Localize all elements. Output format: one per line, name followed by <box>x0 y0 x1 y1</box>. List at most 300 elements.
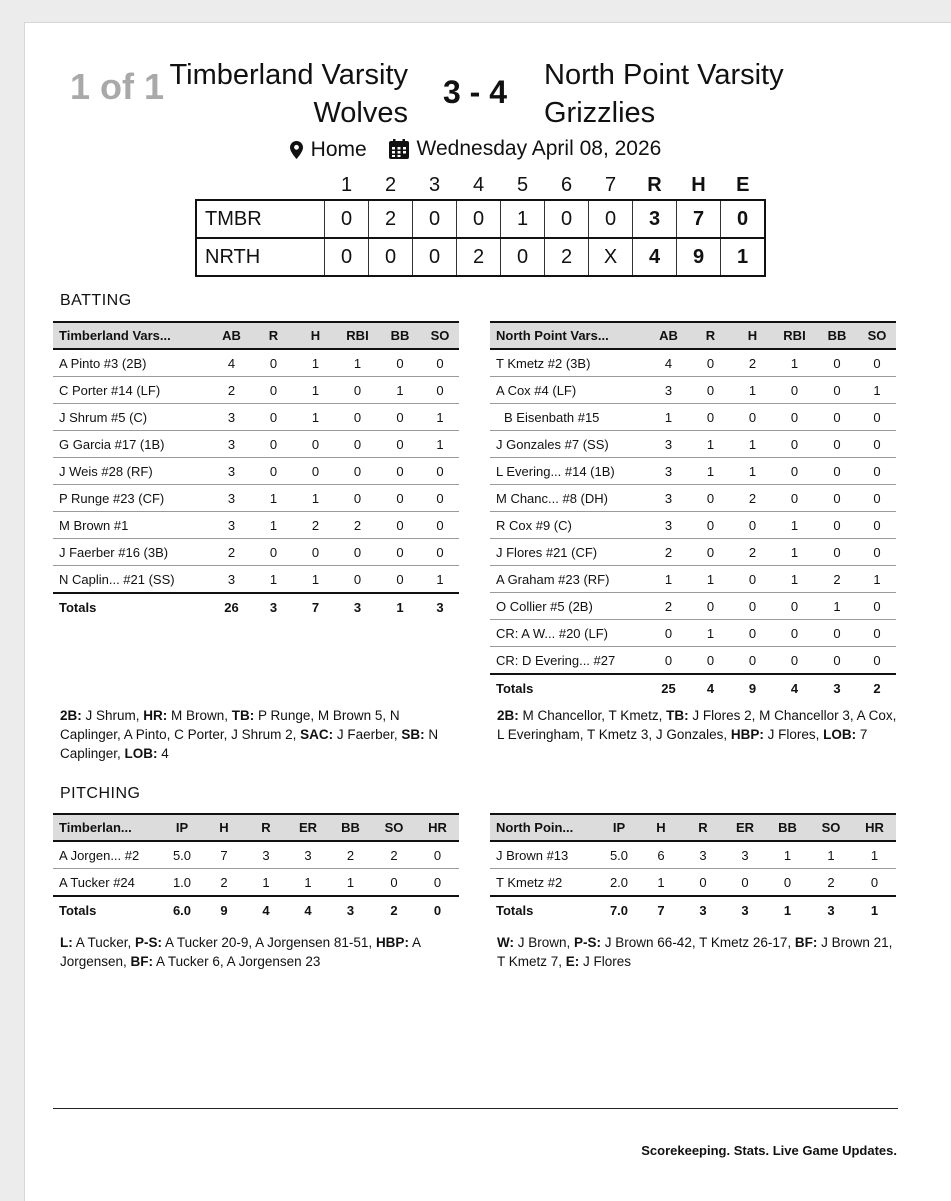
stat-cell: 1.0 <box>161 869 203 897</box>
home-team-line2: Wolves <box>313 97 408 129</box>
player-name: N Caplin... #21 (SS) <box>53 566 211 594</box>
stat-cell: 0 <box>252 431 295 458</box>
stat-cell: 1 <box>640 869 682 897</box>
totals-cell: 4 <box>245 896 287 923</box>
player-name: C Porter #14 (LF) <box>53 377 211 404</box>
stat-cell: 0 <box>379 431 421 458</box>
stat-column-header: R <box>252 322 295 349</box>
stat-column-header: SO <box>809 814 853 841</box>
stat-cell: 1 <box>295 404 336 431</box>
away-team-line1: North Point Varsity <box>544 59 784 91</box>
inning-cell: 0 <box>413 238 457 276</box>
stat-cell: 1 <box>766 841 809 869</box>
table-row <box>490 458 896 485</box>
stat-cell: 5.0 <box>161 841 203 869</box>
note-text: P Runge, M Brown 5, N Caplinger, A Pinto, C Porter, J Shrum 2, <box>60 708 400 742</box>
stat-column-header: H <box>203 814 245 841</box>
inning-header: 6 <box>560 174 573 196</box>
stat-column-header: AB <box>648 322 689 349</box>
note-text: J Brown, <box>514 935 575 950</box>
inning-header: 5 <box>516 174 529 196</box>
stat-cell: 4 <box>211 349 252 377</box>
stat-cell: 0 <box>816 539 858 566</box>
player-name: J Brown #13 <box>490 841 598 869</box>
stat-cell: 0 <box>689 485 732 512</box>
player-name: CR: A W... #20 (LF) <box>490 620 648 647</box>
stat-cell: 3 <box>211 458 252 485</box>
stat-cell: 0 <box>773 485 816 512</box>
batting-section-title: BATTING <box>60 292 132 309</box>
stat-cell: 1 <box>732 458 773 485</box>
stat-cell: 0 <box>689 512 732 539</box>
table-row <box>53 458 459 485</box>
hits-cell: 9 <box>677 238 721 276</box>
stat-cell: 1 <box>252 566 295 594</box>
table-row <box>53 349 459 377</box>
stat-cell: 0 <box>858 512 896 539</box>
stat-cell: 0 <box>858 620 896 647</box>
stat-cell: 1 <box>689 620 732 647</box>
stat-column-header: H <box>295 322 336 349</box>
player-name: M Chanc... #8 (DH) <box>490 485 648 512</box>
stat-cell: 0 <box>689 539 732 566</box>
team-column-header: Timberlan... <box>53 814 161 841</box>
totals-cell: 3 <box>329 896 372 923</box>
stat-cell: 0 <box>858 458 896 485</box>
stat-cell: 0 <box>421 539 459 566</box>
stat-cell: 2 <box>295 512 336 539</box>
stat-cell: 1 <box>858 566 896 593</box>
note-text: J Shrum, <box>81 708 144 723</box>
note-text: J Brown 66-42, T Kmetz 26-17, <box>601 935 795 950</box>
note-label: TB: <box>231 708 255 723</box>
table-row <box>53 539 459 566</box>
table-row <box>53 512 459 539</box>
stat-column-header: IP <box>161 814 203 841</box>
stat-cell: 0 <box>252 404 295 431</box>
table-row <box>53 566 459 594</box>
inning-cell: 0 <box>545 200 589 238</box>
note-text: A Tucker, <box>72 935 136 950</box>
player-name: J Weis #28 (RF) <box>53 458 211 485</box>
inning-cell: 2 <box>369 200 413 238</box>
stat-cell: 2 <box>211 539 252 566</box>
stat-column-header: BB <box>379 322 421 349</box>
player-name: A Cox #4 (LF) <box>490 377 648 404</box>
team-abbr: TMBR <box>196 200 325 238</box>
totals-cell: 3 <box>809 896 853 923</box>
final-score: 3 - 4 <box>442 74 508 110</box>
player-name: G Garcia #17 (1B) <box>53 431 211 458</box>
stat-cell: 0 <box>336 377 379 404</box>
table-row <box>490 485 896 512</box>
stat-cell: 1 <box>329 869 372 897</box>
stat-cell: 0 <box>379 512 421 539</box>
stat-cell: 0 <box>372 869 416 897</box>
table-header <box>53 322 459 349</box>
note-text: J Faerber, <box>333 727 402 742</box>
table-row <box>490 539 896 566</box>
runs-cell: 4 <box>633 238 677 276</box>
stat-cell: 3 <box>724 841 766 869</box>
table-row <box>490 512 896 539</box>
footer-tagline: Scorekeeping. Stats. Live Game Updates. <box>641 1143 897 1158</box>
stat-cell: 3 <box>211 566 252 594</box>
totals-cell: 1 <box>853 896 896 923</box>
inning-cell: 0 <box>501 238 545 276</box>
errors-header: E <box>736 174 750 196</box>
totals-cell: 1 <box>379 593 421 620</box>
stat-cell: 0 <box>773 377 816 404</box>
stat-cell: 0 <box>379 458 421 485</box>
stat-column-header: R <box>682 814 724 841</box>
line-score-header <box>196 172 765 200</box>
stat-cell: 0 <box>336 485 379 512</box>
note-label: HBP: <box>375 935 409 950</box>
player-name: P Runge #23 (CF) <box>53 485 211 512</box>
note-label: SAC: <box>300 727 334 742</box>
stat-cell: 1 <box>295 485 336 512</box>
inning-cell: 0 <box>325 200 369 238</box>
table-row <box>490 404 896 431</box>
stat-cell: 1 <box>648 566 689 593</box>
table-row <box>490 377 896 404</box>
table-row <box>490 841 896 869</box>
stat-cell: 1 <box>689 566 732 593</box>
note-text: J Flores, <box>763 727 824 742</box>
hits-cell: 7 <box>677 200 721 238</box>
totals-cell: 3 <box>724 896 766 923</box>
stat-cell: 0 <box>421 458 459 485</box>
stat-cell: 3 <box>211 431 252 458</box>
home-team-name <box>169 56 408 132</box>
team-column-header: Timberland Vars... <box>53 322 211 349</box>
totals-cell: 4 <box>287 896 329 923</box>
stat-column-header: AB <box>211 322 252 349</box>
table-row <box>490 431 896 458</box>
stat-cell: 0 <box>816 431 858 458</box>
stat-cell: 2 <box>336 512 379 539</box>
errors-cell: 0 <box>721 200 766 238</box>
note-text: 7 <box>856 727 868 742</box>
table-header <box>53 814 459 841</box>
stat-cell: 2 <box>329 841 372 869</box>
note-label: L: <box>60 935 73 950</box>
inning-header: 4 <box>472 174 485 196</box>
stat-cell: 2 <box>648 539 689 566</box>
stat-cell: 0 <box>252 458 295 485</box>
stat-cell: 2 <box>648 593 689 620</box>
totals-row <box>490 896 896 923</box>
totals-cell: 3 <box>682 896 724 923</box>
stat-cell: 0 <box>421 512 459 539</box>
stat-column-header: R <box>245 814 287 841</box>
stat-column-header: H <box>640 814 682 841</box>
stat-cell: 2.0 <box>598 869 640 897</box>
stat-cell: 0 <box>252 349 295 377</box>
home-team-line1: Timberland Varsity <box>169 59 408 91</box>
note-label: SB: <box>401 727 425 742</box>
note-text: J Flores 2, M Chancellor 3, A Cox, L Everingham, T Kmetz 3, J Gonzales, <box>497 708 897 742</box>
note-text: 4 <box>157 746 169 761</box>
stat-cell: 1 <box>773 512 816 539</box>
table-row <box>53 485 459 512</box>
note-label: HBP: <box>730 727 764 742</box>
player-name: R Cox #9 (C) <box>490 512 648 539</box>
table-row <box>490 566 896 593</box>
stat-cell: 0 <box>689 593 732 620</box>
stat-cell: 1 <box>295 377 336 404</box>
note-text: J Brown 21, T Kmetz 7, <box>497 935 893 969</box>
player-name: B Eisenbath #15 <box>490 404 648 431</box>
stat-cell: 1 <box>732 431 773 458</box>
stat-cell: 2 <box>816 566 858 593</box>
stat-cell: 0 <box>816 647 858 675</box>
totals-cell: 3 <box>816 674 858 701</box>
away-pitching-table <box>490 813 896 923</box>
away-batting-notes <box>497 706 897 744</box>
stat-cell: 1 <box>287 869 329 897</box>
player-name: L Evering... #14 (1B) <box>490 458 648 485</box>
table-row <box>53 841 459 869</box>
stat-cell: 0 <box>648 647 689 675</box>
player-name: M Brown #1 <box>53 512 211 539</box>
table-row <box>490 869 896 897</box>
stat-cell: 1 <box>421 404 459 431</box>
stat-cell: 0 <box>816 458 858 485</box>
stat-cell: 3 <box>682 841 724 869</box>
player-name: T Kmetz #2 (3B) <box>490 349 648 377</box>
stat-cell: 0 <box>336 431 379 458</box>
pitching-section-title: PITCHING <box>60 785 141 802</box>
stat-cell: 1 <box>252 485 295 512</box>
stat-column-header: BB <box>766 814 809 841</box>
stat-cell: 1 <box>421 566 459 594</box>
game-meta <box>0 137 951 165</box>
table-header <box>490 814 896 841</box>
game-date <box>389 137 662 161</box>
table-row <box>53 377 459 404</box>
stat-cell: 0 <box>773 620 816 647</box>
player-name: J Faerber #16 (3B) <box>53 539 211 566</box>
stat-cell: 0 <box>379 404 421 431</box>
inning-cell: 0 <box>589 200 633 238</box>
stat-cell: 1 <box>421 431 459 458</box>
totals-cell: 3 <box>252 593 295 620</box>
stat-column-header: IP <box>598 814 640 841</box>
stat-column-header: ER <box>287 814 329 841</box>
page-indicator: 1 of 1 <box>70 66 165 107</box>
inning-cell: 2 <box>457 238 501 276</box>
totals-cell: 7 <box>295 593 336 620</box>
totals-cell: 2 <box>372 896 416 923</box>
stat-cell: 0 <box>416 841 459 869</box>
stat-cell: 1 <box>773 539 816 566</box>
stat-cell: 3 <box>211 512 252 539</box>
line-score-row <box>196 238 765 276</box>
inning-header: 7 <box>604 174 617 196</box>
stat-cell: 0 <box>732 404 773 431</box>
totals-cell: 7 <box>640 896 682 923</box>
map-pin-icon <box>290 141 303 159</box>
stat-column-header: ER <box>724 814 766 841</box>
stat-cell: 4 <box>648 349 689 377</box>
stat-cell: 1 <box>773 566 816 593</box>
stat-cell: 1 <box>295 349 336 377</box>
team-column-header: North Poin... <box>490 814 598 841</box>
away-team-line2: Grizzlies <box>544 97 656 129</box>
totals-cell: 9 <box>732 674 773 701</box>
stat-cell: 1 <box>689 458 732 485</box>
team-abbr: NRTH <box>196 238 325 276</box>
player-name: O Collier #5 (2B) <box>490 593 648 620</box>
inning-cell: 1 <box>501 200 545 238</box>
stat-cell: 2 <box>732 485 773 512</box>
stat-cell: 0 <box>816 485 858 512</box>
stat-cell: 0 <box>689 647 732 675</box>
note-label: P-S: <box>135 935 163 950</box>
runs-header: R <box>647 174 662 196</box>
player-name: A Graham #23 (RF) <box>490 566 648 593</box>
stat-cell: 0 <box>816 377 858 404</box>
stat-cell: 1 <box>245 869 287 897</box>
stat-cell: 3 <box>211 485 252 512</box>
totals-cell: 3 <box>336 593 379 620</box>
totals-cell: 26 <box>211 593 252 620</box>
stat-cell: 2 <box>809 869 853 897</box>
stat-cell: 3 <box>211 404 252 431</box>
stat-cell: 0 <box>689 349 732 377</box>
stat-cell: 3 <box>648 458 689 485</box>
stat-cell: 0 <box>421 349 459 377</box>
stat-cell: 0 <box>379 349 421 377</box>
totals-cell: 25 <box>648 674 689 701</box>
totals-row <box>53 896 459 923</box>
stat-cell: 5.0 <box>598 841 640 869</box>
stat-cell: 0 <box>379 539 421 566</box>
note-text: A Tucker 20-9, A Jorgensen 81-51, <box>162 935 376 950</box>
note-text: M Brown, <box>167 708 232 723</box>
stat-column-header: BB <box>329 814 372 841</box>
player-name: A Jorgen... #2 <box>53 841 161 869</box>
stat-cell: 0 <box>295 458 336 485</box>
stat-cell: 0 <box>295 539 336 566</box>
stat-cell: 3 <box>245 841 287 869</box>
totals-cell: 6.0 <box>161 896 203 923</box>
stat-cell: 0 <box>648 620 689 647</box>
line-score <box>195 172 766 277</box>
stat-cell: 0 <box>295 431 336 458</box>
stat-cell: 0 <box>336 404 379 431</box>
stat-cell: 0 <box>816 620 858 647</box>
stat-cell: 1 <box>689 431 732 458</box>
stat-cell: 1 <box>858 377 896 404</box>
table-row <box>490 349 896 377</box>
inning-cell: X <box>589 238 633 276</box>
inning-cell: 0 <box>457 200 501 238</box>
note-text: N Caplinger, <box>60 727 439 761</box>
location-label: Home <box>310 138 367 161</box>
note-label: HR: <box>143 708 168 723</box>
totals-cell: 1 <box>766 896 809 923</box>
totals-cell: 2 <box>858 674 896 701</box>
note-text: A Tucker 6, A Jorgensen 23 <box>153 954 321 969</box>
totals-cell: 0 <box>416 896 459 923</box>
stat-cell: 0 <box>379 566 421 594</box>
player-name: A Tucker #24 <box>53 869 161 897</box>
stat-cell: 0 <box>773 458 816 485</box>
home-pitching-table <box>53 813 459 923</box>
stat-cell: 3 <box>287 841 329 869</box>
table-row <box>490 647 896 675</box>
hits-header: H <box>691 174 706 196</box>
player-name: CR: D Evering... #27 <box>490 647 648 675</box>
stat-column-header: SO <box>372 814 416 841</box>
stat-cell: 0 <box>773 593 816 620</box>
totals-label: Totals <box>53 896 161 923</box>
errors-cell: 1 <box>721 238 766 276</box>
calendar-icon <box>389 139 409 159</box>
table-row <box>490 593 896 620</box>
stat-cell: 2 <box>732 349 773 377</box>
table-row <box>53 404 459 431</box>
stat-cell: 1 <box>379 377 421 404</box>
stat-cell: 0 <box>421 485 459 512</box>
totals-row <box>53 593 459 620</box>
away-team-name <box>544 56 784 132</box>
stat-cell: 0 <box>858 647 896 675</box>
stat-cell: 1 <box>853 841 896 869</box>
stat-cell: 0 <box>379 485 421 512</box>
home-pitching-notes <box>60 933 460 971</box>
stat-cell: 0 <box>724 869 766 897</box>
note-label: W: <box>497 935 514 950</box>
stat-cell: 2 <box>372 841 416 869</box>
totals-cell: 7.0 <box>598 896 640 923</box>
totals-cell: 4 <box>689 674 732 701</box>
stat-cell: 0 <box>336 458 379 485</box>
table-row <box>53 431 459 458</box>
stat-cell: 1 <box>252 512 295 539</box>
footer-divider <box>53 1108 898 1109</box>
note-label: E: <box>565 954 580 969</box>
stat-cell: 0 <box>732 620 773 647</box>
stat-cell: 0 <box>853 869 896 897</box>
inning-cell: 0 <box>369 238 413 276</box>
stat-cell: 0 <box>858 593 896 620</box>
totals-label: Totals <box>53 593 211 620</box>
inning-cell: 2 <box>545 238 589 276</box>
stat-cell: 3 <box>648 485 689 512</box>
home-batting-notes <box>60 706 460 763</box>
stat-column-header: SO <box>421 322 459 349</box>
totals-cell: 4 <box>773 674 816 701</box>
stat-cell: 0 <box>732 566 773 593</box>
stat-cell: 0 <box>773 431 816 458</box>
stat-cell: 0 <box>252 377 295 404</box>
stat-cell: 1 <box>732 377 773 404</box>
stat-cell: 7 <box>203 841 245 869</box>
stat-cell: 1 <box>648 404 689 431</box>
stat-cell: 0 <box>816 512 858 539</box>
player-name: A Pinto #3 (2B) <box>53 349 211 377</box>
stat-cell: 1 <box>809 841 853 869</box>
away-batting-table <box>490 321 896 701</box>
player-name: T Kmetz #2 <box>490 869 598 897</box>
note-label: BF: <box>130 954 154 969</box>
stat-cell: 0 <box>732 593 773 620</box>
stat-cell: 2 <box>203 869 245 897</box>
